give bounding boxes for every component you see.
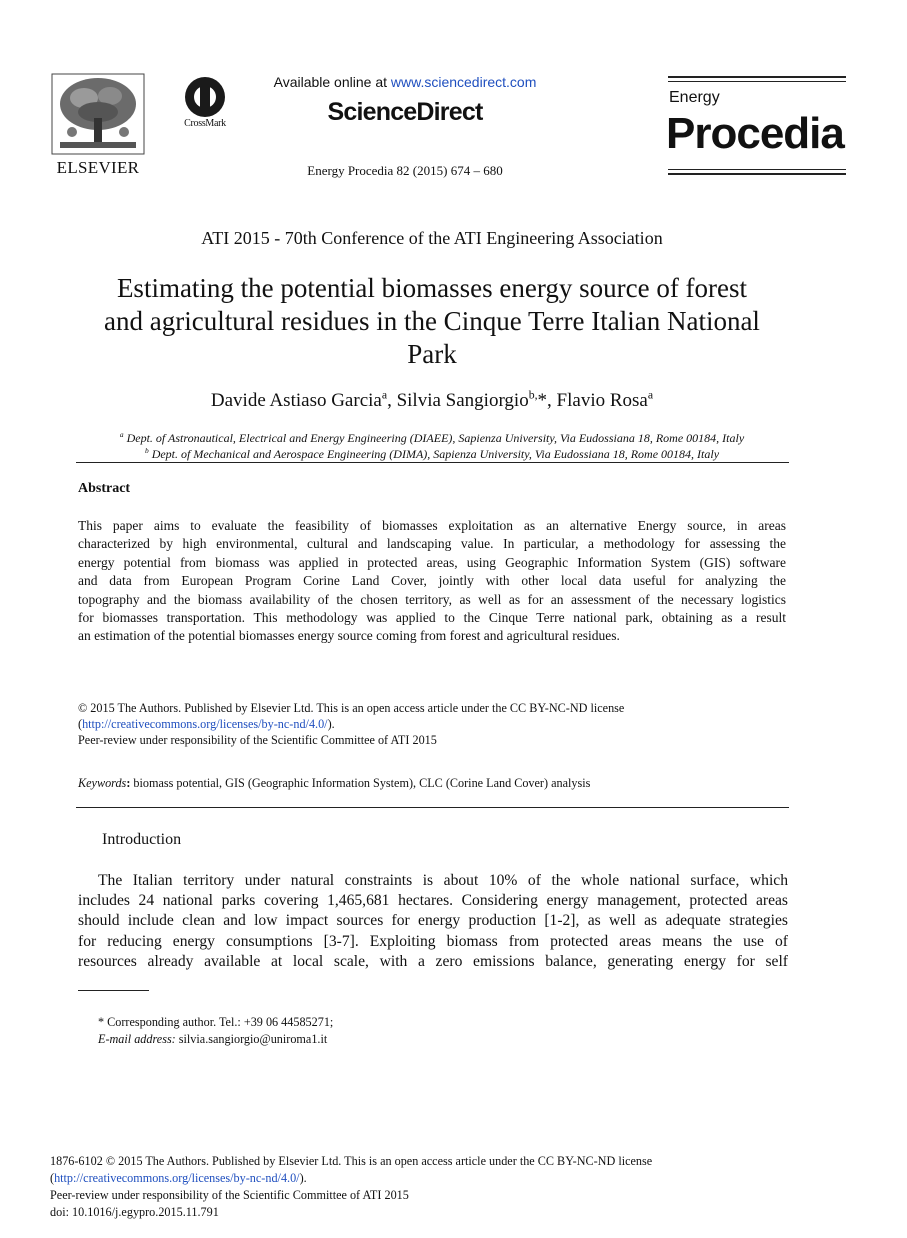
abstract-line: topography and the biomass availability of the chosen territory, as well as for an assessment of the necessary logistics [78,591,786,607]
introduction-body [78,871,788,972]
journal-name-big: Procedia [666,109,844,158]
email-label: E-mail address: [98,1032,176,1046]
journal-rule-top-1 [668,76,846,78]
footer-issn-license: 1876-6102 © 2015 The Authors. Published by Elsevier Ltd. This is an open access article under the CC BY-NC-ND license [50,1154,653,1168]
footer-license-url: (http://creativecommons.org/licenses/by-nc-nd/4.0/). [50,1171,307,1185]
keywords-label: Keywords [78,776,127,790]
sciencedirect-wordmark: ScienceDirect [327,98,483,126]
affiliation-a: $^a$ Dept. of Astronautical, Electrical and Energy Engineering (DIAEE), Sapienza University, Via Eudossiana 18, Rome 00184, Italy [119,430,745,445]
intro-line: The Italian territory under natural constraints is about 10% of the whole national surface, which [98,872,788,889]
abstract-line: characterized by high environmental, cultural and landscaping value. In particular, a methodology for assessing the [78,536,786,552]
author-list: Davide Astiaso Garcia$^a$, Silvia Sangiorgio$^{b,}$*, Flavio Rosa$^a$ [210,388,654,411]
keywords-divider [76,807,789,808]
affiliations [40,430,824,462]
crossmark-icon [176,76,234,120]
available-online [240,74,570,90]
license-line-1: © 2015 The Authors. Published by Elsevier Ltd. This is an open access article under the CC BY-NC-ND license [78,701,625,715]
footer-peer-review: Peer-review under responsibility of the Scientific Committee of ATI 2015 [50,1188,409,1202]
abstract-heading: Abstract [78,481,131,496]
crossmark-logo[interactable] [176,76,234,132]
license-line-2: (http://creativecommons.org/licenses/by-nc-nd/4.0/). [78,717,335,731]
abstract-line: and data from European Program Corine Land Cover, jointly with other local data useful for analyzing the [78,573,786,589]
footnote [98,1014,788,1048]
license-block [78,700,786,748]
page-footer [50,1153,850,1221]
abstract-line: This paper aims to evaluate the feasibility of biomasses exploitation as an alternative Energy source, in areas [78,518,786,533]
title-line-1: Estimating the potential biomasses energy source of forest [116,273,748,303]
elsevier-logo [50,72,146,180]
affiliation-b: $^b$ Dept. of Mechanical and Aerospace Engineering (DIMA), Sapienza University, Via Eudossiana 18, Rome 00184, Italy [144,446,720,461]
introduction-heading: Introduction [102,831,182,848]
header-divider [76,462,789,463]
intro-line: for reducing energy consumptions [3-7]. Exploiting biomass from protected areas means the use of [78,932,788,950]
intro-line: resources already available at local scale, with a zero emissions balance, generating energy for self [78,952,788,970]
abstract-body [78,517,786,646]
intro-line: should include clean and low impact sources for energy production [1-2], as well as adequate strategies [78,912,788,930]
author-3: Flavio Rosa [556,390,648,411]
author-2: Silvia Sangiorgio [396,390,529,411]
intro-line: includes 24 national parks covering 1,465,681 hectares. Considering energy management, protected areas [78,892,788,910]
corresponding-mark: * [537,390,548,411]
title-line-2: and agricultural residues in the Cinque Terre Italian National [104,306,760,336]
journal-rule-bottom-1 [668,169,846,170]
abstract-line: for biomasses transportation. This methodology was applied to the Cinque Terre national park, obtaining as a result [78,610,786,626]
author-3-affil: a [647,388,654,402]
journal-rule-bottom-2 [668,173,846,175]
journal-citation: Energy Procedia 82 (2015) 674 – 680 [307,163,503,178]
sciencedirect-link[interactable]: www.sciencedirect.com [390,74,537,90]
corresponding-author: * Corresponding author. Tel.: +39 06 44585271; [98,1015,334,1029]
peer-review-line: Peer-review under responsibility of the Scientific Committee of ATI 2015 [78,733,437,747]
license-link[interactable]: http://creativecommons.org/licenses/by-nc-nd/4.0/ [82,717,328,731]
journal-name-small: Energy [669,89,720,106]
journal-rule-top-2 [668,81,846,82]
title-line-3: Park [407,339,457,369]
abstract-line: energy potential from biomass was applied in protected areas, using Geographic Information System (GIS) software [78,554,786,570]
article-title [40,272,824,371]
keywords: Keywords: biomass potential, GIS (Geographic Information System), CLC (Corine Land Cover) analysis [78,776,591,790]
available-online-prefix: Available online at [273,74,391,90]
elsevier-wordmark: ELSEVIER [56,158,140,177]
keywords-text: biomass potential, GIS (Geographic Information System), CLC (Corine Land Cover) analysis [130,776,591,790]
conference-name: ATI 2015 - 70th Conference of the ATI Engineering Association [201,228,663,248]
author-1-affil: a [381,388,388,402]
footer-doi[interactable]: doi: 10.1016/j.egypro.2015.11.791 [50,1205,219,1219]
author-1: Davide Astiaso Garcia [210,390,382,411]
email-line [98,1031,788,1048]
footer-license-link[interactable]: http://creativecommons.org/licenses/by-nc-nd/4.0/ [54,1171,300,1185]
abstract-line: an estimation of the potential biomasses energy source coming from forest and agricultural residues. [78,628,620,644]
footnote-rule [78,990,149,991]
elsevier-tree-icon [50,72,146,156]
author-2-affil: b, [528,388,538,402]
email-address[interactable]: silvia.sangiorgio@uniroma1.it [175,1032,328,1046]
crossmark-label: CrossMark [184,118,226,129]
